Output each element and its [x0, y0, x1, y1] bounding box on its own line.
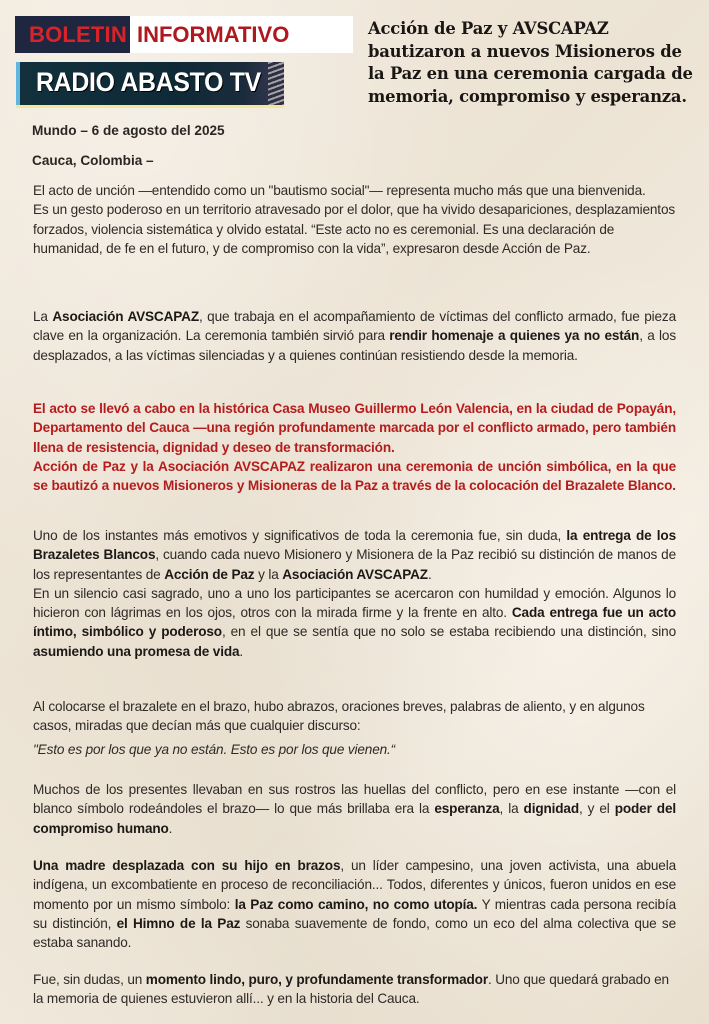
bold-run: el Himno de la Paz: [116, 915, 241, 931]
paragraph-uncion: [33, 181, 676, 258]
boletin-informativo-banner: [15, 16, 353, 53]
paragraph-esperanza: [33, 780, 676, 838]
bold-run: asumiendo una promesa de vida: [33, 643, 240, 659]
text-run: En un silencio casi sagrado, uno a uno los participantes se acercaron con humildad y emoción. Algunos lo hicieron con lágrimas en los ojos, otros con la mirada firme y la frente en alto.: [33, 585, 676, 621]
quote: [33, 740, 676, 759]
text-run: , a los desplazados, a las víctimas silenciadas y a quienes continúan resistiendo desde la memoria.: [33, 328, 676, 363]
text-run: , en el que se sentía que no solo se estaba recibiendo una distinción, sino: [221, 624, 677, 640]
text-run: .: [239, 643, 244, 659]
paragraph-line: El acto de unción —entendido como un "bautismo social"— representa mucho más que una bienvenida.: [33, 183, 646, 198]
text-run: .: [168, 820, 173, 836]
bold-run: dignidad: [523, 801, 579, 817]
text-run: , que trabaja en el acompañamiento de víctimas del conflicto armado, fue pieza clave en la organización. La ceremonia también sirvió para: [33, 309, 676, 344]
text-run: sonaba suavemente de fondo, como un eco del alma colectiva que se estaba sanando.: [33, 915, 676, 951]
bold-run: Asociación AVSCAPAZ: [282, 566, 428, 582]
paragraph-text: [33, 584, 676, 661]
place-line: Cauca, Colombia –: [32, 153, 154, 168]
paragraph-cierre: [33, 970, 676, 1009]
bold-run: la entrega de los Brazaletes Blancos: [33, 528, 676, 563]
text-run: Uno de los instantes más emotivos y significativos de toda la ceremonia fue, sin duda,: [33, 528, 567, 543]
paragraph-text: [33, 856, 676, 952]
text-run: , la: [499, 801, 524, 817]
text-run: Y mientras cada persona recibía su distinción,: [33, 896, 676, 931]
bold-run: esperanza: [434, 801, 500, 817]
microphone-grille-icon: [268, 62, 284, 105]
paragraph-line: Acción de Paz y la Asociación AVSCAPAZ realizaron una ceremonia de unción simbólica, en la que se bautizó a nuevos Misioneros y Misioneras de la Paz a través de la colocación del Brazalete Blanco.: [33, 458, 676, 494]
text-run: , y el: [578, 801, 615, 817]
paragraph-line: El acto se llevó a cabo en la histórica Casa Museo Guillermo León Valencia, en la ciudad de Popayán, Departamento del Cauca —una región profundamente marcada por el conflicto armado, pero también llena de resistencia, dignidad y deseo de transformación.: [33, 401, 676, 455]
bold-run: Asociación AVSCAPAZ: [52, 309, 199, 324]
text-run: y la: [254, 566, 283, 582]
paragraph-text: [33, 970, 676, 1009]
text-run: , un líder campesino, una joven activista, una abuela indígena, un excombatiente en proceso de reconciliación... Todos, diferentes y únicos, fueron unidos en ese momento por un mismo símbolo:: [33, 858, 676, 912]
paragraph-text: [33, 780, 676, 838]
radio-name: RADIO ABASTO TV: [36, 67, 261, 97]
text-run: Fue, sin dudas, un: [33, 972, 146, 987]
radio-abasto-logo: [16, 62, 284, 108]
paragraph-highlight-red: [33, 399, 676, 495]
bold-run: Una madre desplazada con su hijo en brazos: [33, 858, 341, 873]
text-run: Muchos de los presentes llevaban en sus rostros las huellas del conflicto, pero en ese instante —con el blanco símbolo rodeándoles el brazo— lo que más brillaba era la: [33, 782, 676, 817]
bold-run: Cada entrega fue un acto íntimo, simbólico y poderoso: [33, 605, 676, 640]
headline: Acción de Paz y AVSCAPAZ bautizaron a nuevos Misioneros de la Paz en una ceremonia cargada de memoria, compromiso y esperanza.: [368, 19, 693, 106]
paragraph-text: [33, 307, 676, 365]
bold-run: poder del compromiso humano: [33, 801, 676, 836]
bold-run: la Paz como camino, no como utopía.: [234, 896, 478, 912]
text-run: .: [427, 566, 432, 582]
logo-accent-stripe: [16, 62, 20, 105]
paragraph-line: Es un gesto poderoso en un territorio atravesado por el dolor, que ha vivido desapariciones, desplazamientos forzados, violencia sistemática y olvido estatal. “Este acto no es ceremonial. Es una declaración de humanidad, de fe en el futuro, y de compromiso con la vida”, expresaron desde Acción de Paz.: [33, 202, 675, 256]
dateline: Mundo – 6 de agosto del 2025: [32, 123, 225, 138]
paragraph-brazaletes: [33, 526, 676, 661]
paragraph-avscapaz: [33, 307, 676, 365]
paragraph-text: Al colocarse el brazalete en el brazo, hubo abrazos, oraciones breves, palabras de aliento, y en algunos casos, miradas que decían más que cualquier discurso:: [33, 699, 645, 734]
bold-run: momento lindo, puro, y profundamente transformador: [145, 972, 488, 987]
paragraph-abrazos: [33, 697, 676, 736]
paragraph-text: [33, 526, 676, 584]
boletin-label: BOLETIN: [15, 16, 130, 53]
text-run: . Uno que quedará grabado en la memoria de quienes estuvieron allí... y en la historia del Cauca.: [33, 972, 669, 1007]
quote-text: "Esto es por los que ya no están. Esto es por los que vienen.“: [33, 742, 396, 757]
bold-run: rendir homenaje a quienes ya no están: [389, 328, 640, 344]
bold-run: Acción de Paz: [164, 566, 255, 582]
text-run: La: [33, 309, 53, 324]
informativo-label: INFORMATIVO: [130, 16, 353, 53]
paragraph-participantes: [33, 856, 676, 952]
text-run: , cuando cada nuevo Misionero y Misionera de la Paz recibió su distinción de manos de los representantes de: [33, 547, 677, 582]
